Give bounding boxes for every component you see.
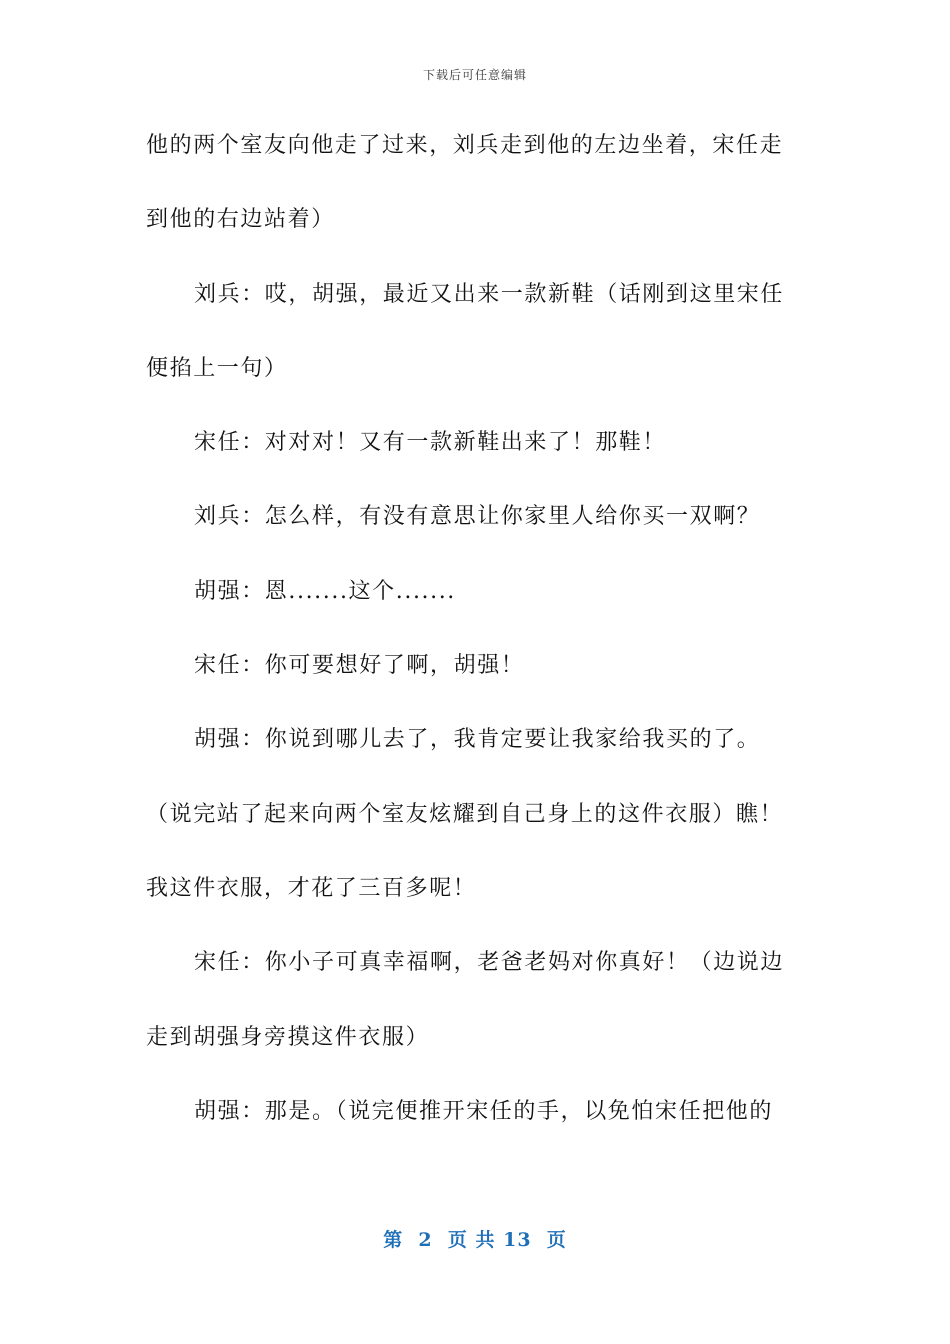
paragraph-line: 宋任：对对对！又有一款新鞋出来了！那鞋！ (194, 430, 667, 456)
paragraph-line: 我这件衣服，才花了三百多呢！ (146, 875, 477, 901)
paragraph-line: 便掐上一句） (146, 355, 288, 381)
paragraph-line: 宋任：你可要想好了啊，胡强！ (194, 653, 525, 679)
paragraph-line: 走到胡强身旁摸这件衣服） (146, 1024, 430, 1050)
paragraph-line: 刘兵：怎么样，有没有意思让你家里人给你买一双啊？ (194, 504, 761, 530)
paragraph-line: 胡强：恩.......这个....... (194, 578, 456, 604)
paragraph-line: 宋任：你小子可真幸福啊，老爸老妈对你真好！（边说边 (194, 950, 785, 976)
document-body (146, 122, 806, 1162)
paragraph-line: 胡强：你说到哪儿去了，我肯定要让我家给我买的了。 (194, 727, 761, 753)
paragraph-line: （说完站了起来向两个室友炫耀到自己身上的这件衣服）瞧！ (146, 801, 784, 827)
paragraph-line: 他的两个室友向他走了过来，刘兵走到他的左边坐着，宋任走 (146, 133, 784, 158)
paragraph-line: 胡强：那是。（说完便推开宋任的手，以免怕宋任把他的 (194, 1098, 774, 1124)
paragraph-line: 刘兵：哎，胡强，最近又出来一款新鞋（话刚到这里宋任 (194, 281, 785, 307)
paragraph-line: 到他的右边站着） (146, 207, 335, 233)
page-footer-page-number: 第 2 页 共 13 页 (383, 1229, 567, 1251)
page-header: 下载后可任意编辑 (422, 68, 527, 82)
